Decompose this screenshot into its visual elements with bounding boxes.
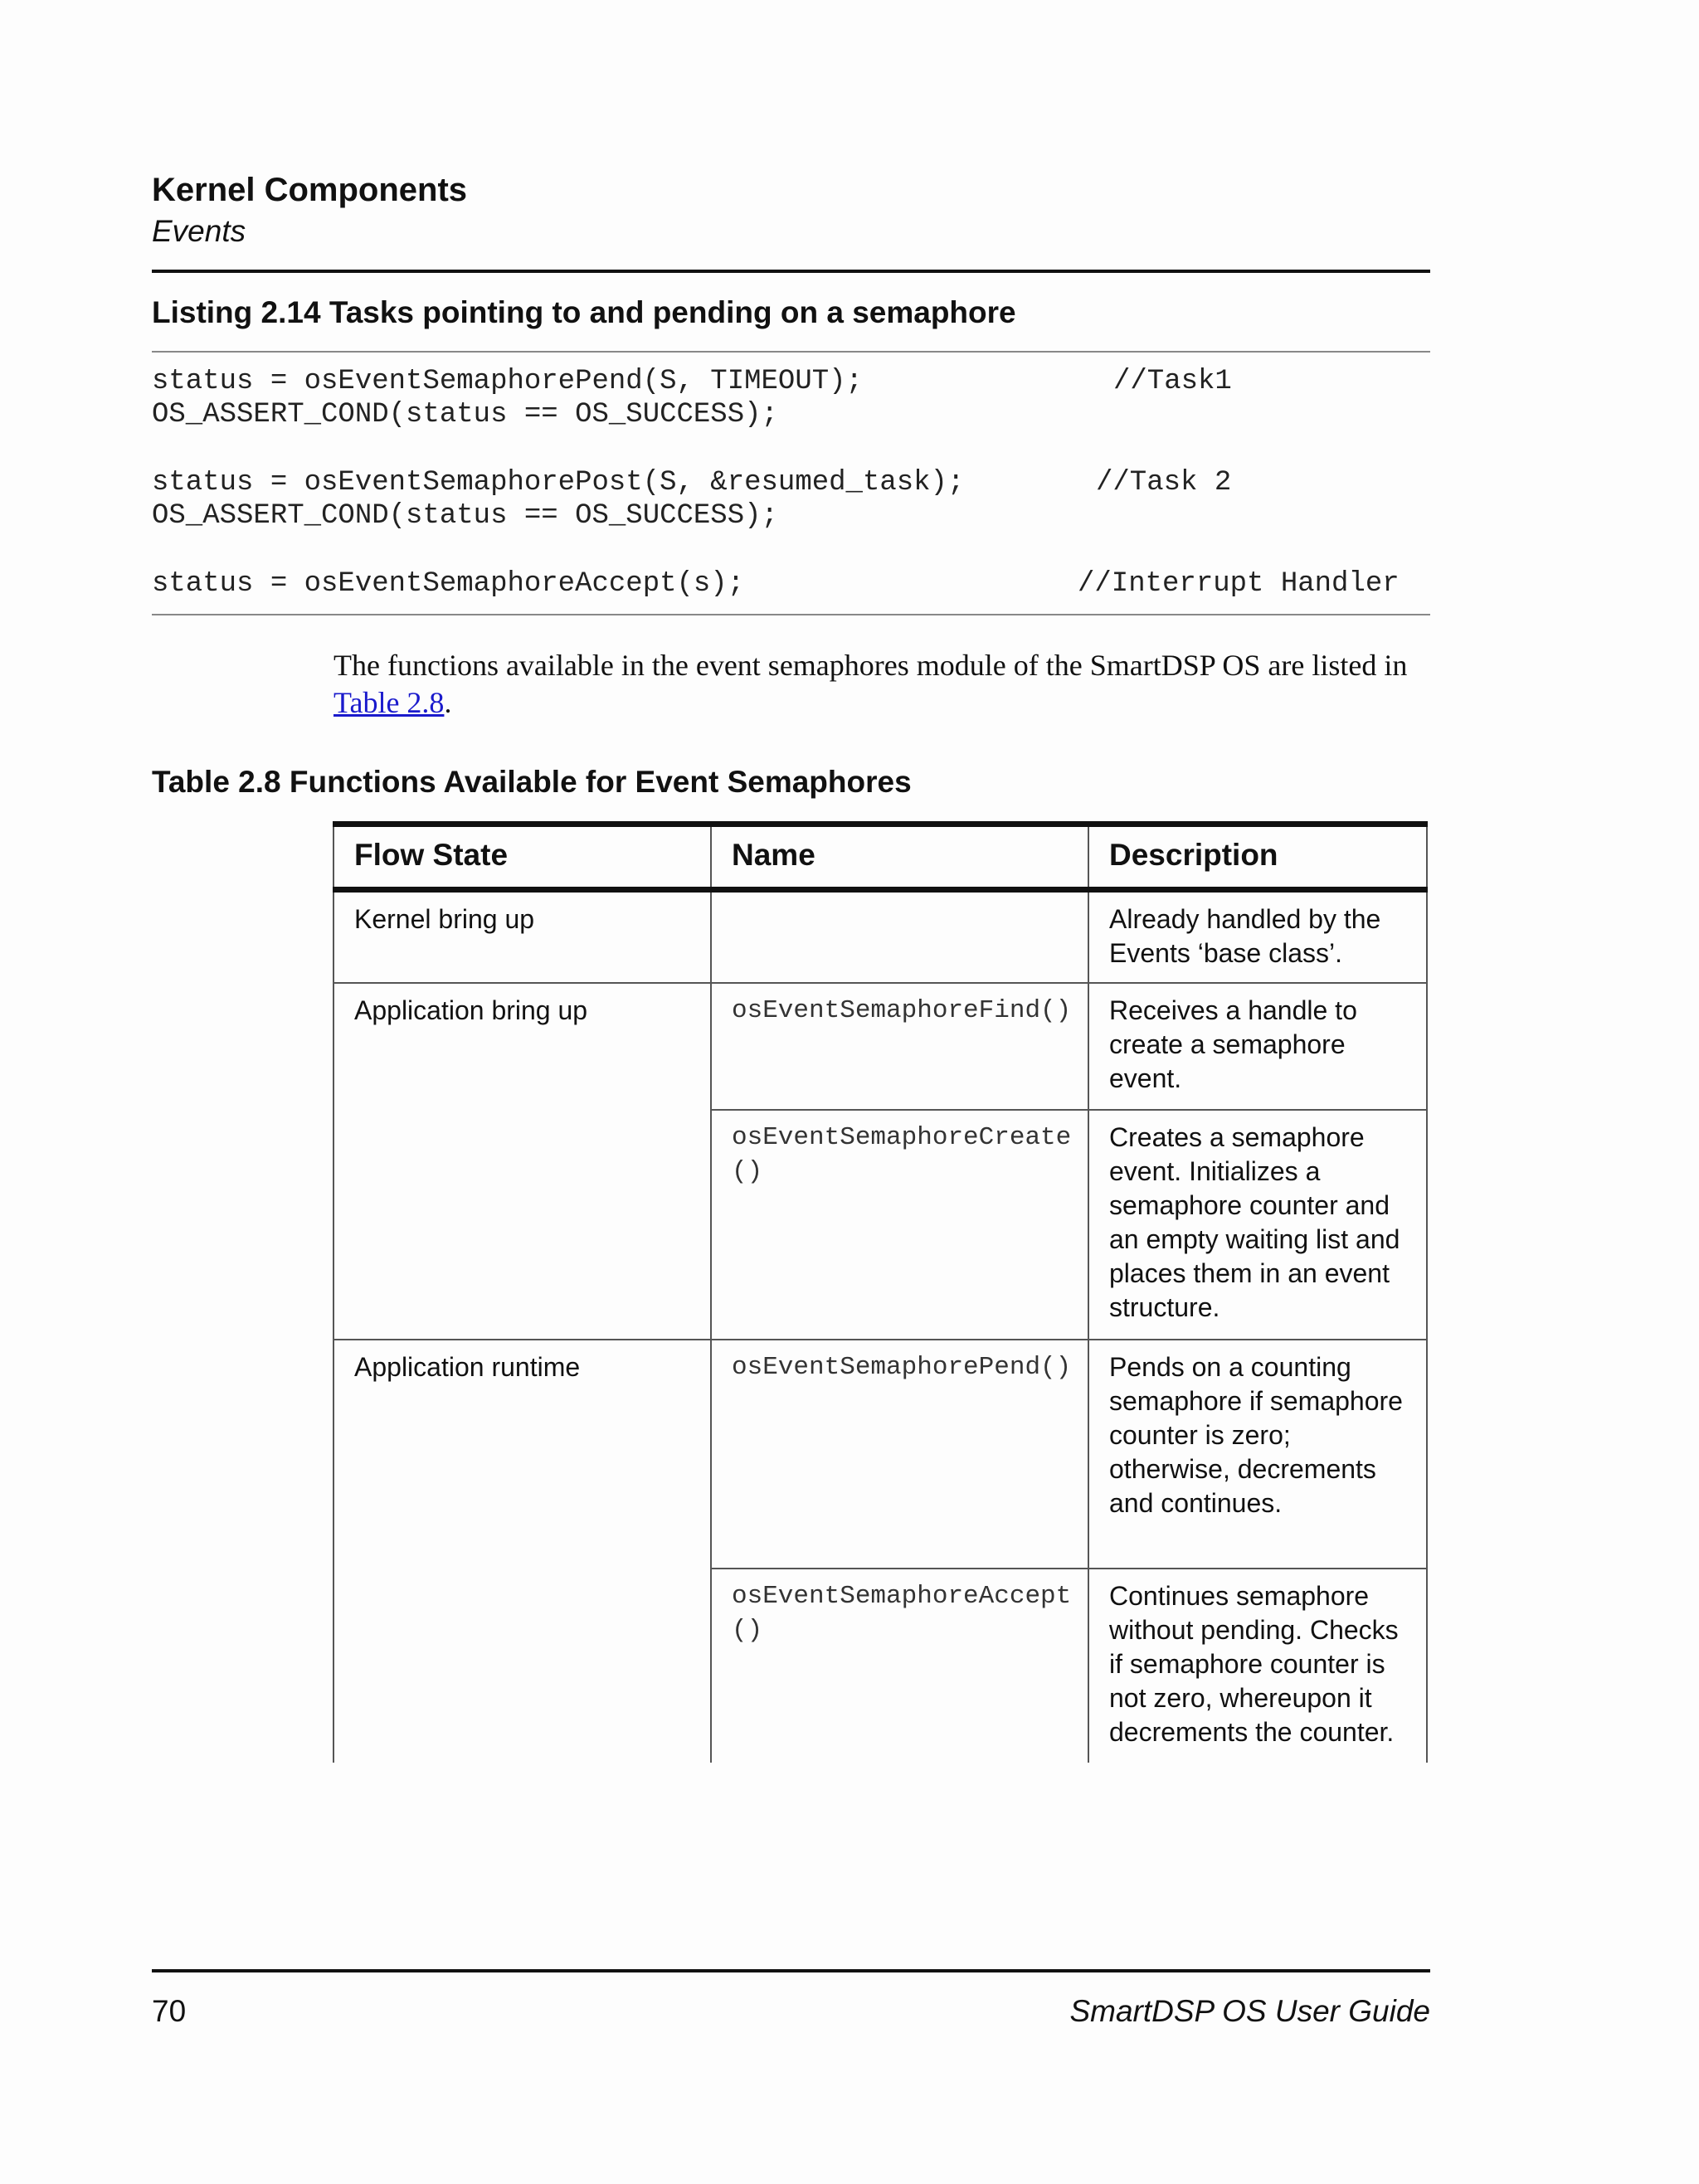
code-text: OS_ASSERT_COND(status == OS_SUCCESS); — [152, 500, 778, 532]
description-cell: Pends on a counting semaphore if semaphore counter is zero; otherwise, decrements and continues. — [1088, 1340, 1427, 1569]
footer-rule — [152, 1969, 1430, 1972]
description-cell: Creates a semaphore event. Initializes a semaphore counter and an empty waiting list and places them in an event structure. — [1088, 1110, 1427, 1340]
table-header-row — [333, 824, 1427, 890]
listing-bottom-rule — [152, 614, 1430, 615]
code-line — [152, 567, 1430, 601]
description-cell: Already handled by the Events ‘base class’. — [1088, 890, 1427, 983]
table-caption: Table 2.8 Functions Available for Event Semaphores — [152, 765, 912, 799]
table-row — [333, 1340, 1427, 1569]
flow-state-cell: Kernel bring up — [333, 890, 711, 983]
flow-state-cell: Application runtime — [333, 1340, 711, 1569]
function-name-cell: osEventSemaphorePend() — [711, 1340, 1088, 1569]
code-comment: //Task1 — [1113, 366, 1232, 397]
code-line — [152, 499, 1430, 533]
table-row — [333, 1569, 1427, 1763]
section-subtitle: Events — [152, 214, 246, 248]
function-name-cell — [711, 890, 1088, 983]
code-text: status = osEventSemaphorePost(S, &resumed_task); — [152, 467, 965, 499]
column-header-description: Description — [1088, 824, 1427, 890]
flow-state-cell: Application bring up — [333, 983, 711, 1110]
guide-title: SmartDSP OS User Guide — [1069, 1994, 1430, 2028]
table-row — [333, 983, 1427, 1110]
flow-state-cell — [333, 1110, 711, 1340]
function-name-cell: osEventSemaphoreFind() — [711, 983, 1088, 1110]
code-text: status = osEventSemaphoreAccept(s); — [152, 568, 745, 600]
listing-top-rule — [152, 351, 1430, 353]
section-title: Kernel Components — [152, 172, 468, 208]
function-name-cell: osEventSemaphoreAccept() — [711, 1569, 1088, 1763]
table-row — [333, 890, 1427, 983]
code-listing — [152, 365, 1430, 601]
code-comment: //Interrupt Handler — [1078, 568, 1400, 600]
code-comment: //Task 2 — [1096, 467, 1232, 499]
function-name-cell: osEventSemaphoreCreate() — [711, 1110, 1088, 1340]
code-line — [152, 398, 1430, 431]
code-text: status = osEventSemaphorePend(S, TIMEOUT); — [152, 366, 863, 397]
paragraph-text-end: . — [444, 686, 452, 719]
listing-caption: Listing 2.14 Tasks pointing to and pending on a semaphore — [152, 295, 1016, 329]
page-number: 70 — [152, 1994, 187, 2028]
code-text: OS_ASSERT_COND(status == OS_SUCCESS); — [152, 399, 778, 430]
code-line — [152, 365, 1430, 398]
paragraph-text: The functions available in the event semaphores module of the SmartDSP OS are listed in — [333, 649, 1408, 682]
column-header-flow-state: Flow State — [333, 824, 711, 890]
description-cell: Continues semaphore without pending. Checks if semaphore counter is not zero, whereupon it decrements the counter. — [1088, 1569, 1427, 1763]
body-paragraph — [333, 647, 1430, 722]
code-line — [152, 466, 1430, 499]
flow-state-cell — [333, 1569, 711, 1763]
functions-table — [333, 821, 1428, 1763]
table-row — [333, 1110, 1427, 1340]
column-header-name: Name — [711, 824, 1088, 890]
table-link[interactable]: Table 2.8 — [333, 686, 445, 719]
header-rule — [152, 270, 1430, 273]
description-cell: Receives a handle to create a semaphore event. — [1088, 983, 1427, 1110]
